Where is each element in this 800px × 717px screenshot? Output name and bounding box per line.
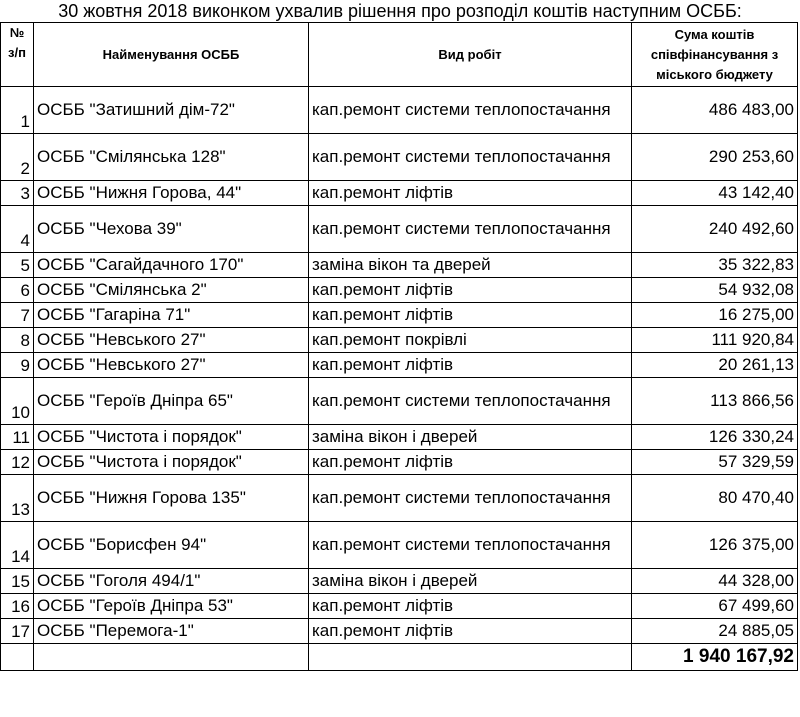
total-sum: 1 940 167,92 bbox=[632, 644, 798, 671]
table-row bbox=[1, 522, 798, 569]
table-row bbox=[1, 569, 798, 594]
row-name: ОСББ "Чехова 39" bbox=[34, 206, 309, 253]
header-sum-line1: Сума коштів bbox=[674, 26, 755, 42]
row-number: 4 bbox=[1, 206, 34, 253]
row-name: ОСББ "Гоголя 494/1" bbox=[34, 569, 309, 594]
table-row bbox=[1, 134, 798, 181]
table-row bbox=[1, 181, 798, 206]
table-row bbox=[1, 206, 798, 253]
table-row bbox=[1, 619, 798, 644]
row-sum: 240 492,60 bbox=[632, 206, 798, 253]
row-number: 9 bbox=[1, 353, 34, 378]
row-work: кап.ремонт системи теплопостачання bbox=[309, 87, 632, 134]
row-work: кап.ремонт ліфтів bbox=[309, 303, 632, 328]
row-name: ОСББ "Нижня Горова, 44" bbox=[34, 181, 309, 206]
total-row bbox=[1, 644, 798, 671]
row-sum: 35 322,83 bbox=[632, 253, 798, 278]
header-number-line2: з/п bbox=[8, 45, 26, 60]
row-number: 8 bbox=[1, 328, 34, 353]
table-row bbox=[1, 425, 798, 450]
row-work: кап.ремонт системи теплопостачання bbox=[309, 378, 632, 425]
table-row bbox=[1, 253, 798, 278]
row-number: 13 bbox=[1, 475, 34, 522]
row-sum: 67 499,60 bbox=[632, 594, 798, 619]
header-name: Найменування ОСББ bbox=[34, 23, 309, 87]
total-empty-work bbox=[309, 644, 632, 671]
row-sum: 80 470,40 bbox=[632, 475, 798, 522]
table-row bbox=[1, 87, 798, 134]
table-row bbox=[1, 328, 798, 353]
row-name: ОСББ "Невського 27" bbox=[34, 353, 309, 378]
row-work: кап.ремонт покрівлі bbox=[309, 328, 632, 353]
row-number: 6 bbox=[1, 278, 34, 303]
header-sum-line3: міського бюджету bbox=[656, 66, 773, 82]
row-name: ОСББ "Сагайдачного 170" bbox=[34, 253, 309, 278]
row-work: кап.ремонт ліфтів bbox=[309, 278, 632, 303]
row-sum: 24 885,05 bbox=[632, 619, 798, 644]
total-empty-number bbox=[1, 644, 34, 671]
row-sum: 113 866,56 bbox=[632, 378, 798, 425]
row-work: заміна вікон і дверей bbox=[309, 569, 632, 594]
header-sum-line2: співфінансування з bbox=[650, 46, 779, 62]
row-name: ОСББ "Героїв Дніпра 53" bbox=[34, 594, 309, 619]
table-row bbox=[1, 303, 798, 328]
header-number-line1: № bbox=[9, 25, 25, 40]
table-row bbox=[1, 353, 798, 378]
row-name: ОСББ "Смілянська 2" bbox=[34, 278, 309, 303]
row-work: кап.ремонт системи теплопостачання bbox=[309, 475, 632, 522]
row-sum: 44 328,00 bbox=[632, 569, 798, 594]
table-row bbox=[1, 475, 798, 522]
row-number: 7 bbox=[1, 303, 34, 328]
row-number: 17 bbox=[1, 619, 34, 644]
allocation-table bbox=[0, 22, 798, 671]
row-sum: 126 375,00 bbox=[632, 522, 798, 569]
row-work: кап.ремонт системи теплопостачання bbox=[309, 134, 632, 181]
row-name: ОСББ "Нижня Горова 135" bbox=[34, 475, 309, 522]
row-name: ОСББ "Чистота і порядок" bbox=[34, 425, 309, 450]
row-work: кап.ремонт ліфтів bbox=[309, 619, 632, 644]
row-number: 3 bbox=[1, 181, 34, 206]
row-sum: 43 142,40 bbox=[632, 181, 798, 206]
row-work: кап.ремонт ліфтів bbox=[309, 181, 632, 206]
row-work: кап.ремонт системи теплопостачання bbox=[309, 522, 632, 569]
row-number: 16 bbox=[1, 594, 34, 619]
row-name: ОСББ "Гагаріна 71" bbox=[34, 303, 309, 328]
header-sum bbox=[632, 23, 798, 87]
table-row bbox=[1, 450, 798, 475]
page-title: 30 жовтня 2018 виконком ухвалив рішення про розподіл коштів наступним ОСББ: bbox=[58, 1, 742, 21]
row-number: 12 bbox=[1, 450, 34, 475]
row-number: 11 bbox=[1, 425, 34, 450]
row-work: кап.ремонт системи теплопостачання bbox=[309, 206, 632, 253]
row-name: ОСББ "Чистота і порядок" bbox=[34, 450, 309, 475]
row-name: ОСББ "Борисфен 94" bbox=[34, 522, 309, 569]
row-name: ОСББ "Героїв Дніпра 65" bbox=[34, 378, 309, 425]
row-sum: 486 483,00 bbox=[632, 87, 798, 134]
row-number: 15 bbox=[1, 569, 34, 594]
row-name: ОСББ "Затишний дім-72" bbox=[34, 87, 309, 134]
table-row bbox=[1, 378, 798, 425]
row-sum: 57 329,59 bbox=[632, 450, 798, 475]
header-work: Вид робіт bbox=[309, 23, 632, 87]
row-name: ОСББ "Перемога-1" bbox=[34, 619, 309, 644]
header-number bbox=[1, 23, 34, 87]
row-sum: 54 932,08 bbox=[632, 278, 798, 303]
row-name: ОСББ "Невського 27" bbox=[34, 328, 309, 353]
table-row bbox=[1, 278, 798, 303]
row-work: заміна вікон та дверей bbox=[309, 253, 632, 278]
row-sum: 290 253,60 bbox=[632, 134, 798, 181]
row-work: кап.ремонт ліфтів bbox=[309, 450, 632, 475]
row-sum: 126 330,24 bbox=[632, 425, 798, 450]
row-number: 10 bbox=[1, 378, 34, 425]
row-sum: 16 275,00 bbox=[632, 303, 798, 328]
row-number: 5 bbox=[1, 253, 34, 278]
row-name: ОСББ "Смілянська 128" bbox=[34, 134, 309, 181]
row-work: заміна вікон і дверей bbox=[309, 425, 632, 450]
row-work: кап.ремонт ліфтів bbox=[309, 353, 632, 378]
row-number: 2 bbox=[1, 134, 34, 181]
table-header-row bbox=[1, 23, 798, 87]
row-number: 1 bbox=[1, 87, 34, 134]
row-sum: 20 261,13 bbox=[632, 353, 798, 378]
table-row bbox=[1, 594, 798, 619]
total-empty-name bbox=[34, 644, 309, 671]
row-sum: 111 920,84 bbox=[632, 328, 798, 353]
row-work: кап.ремонт ліфтів bbox=[309, 594, 632, 619]
row-number: 14 bbox=[1, 522, 34, 569]
